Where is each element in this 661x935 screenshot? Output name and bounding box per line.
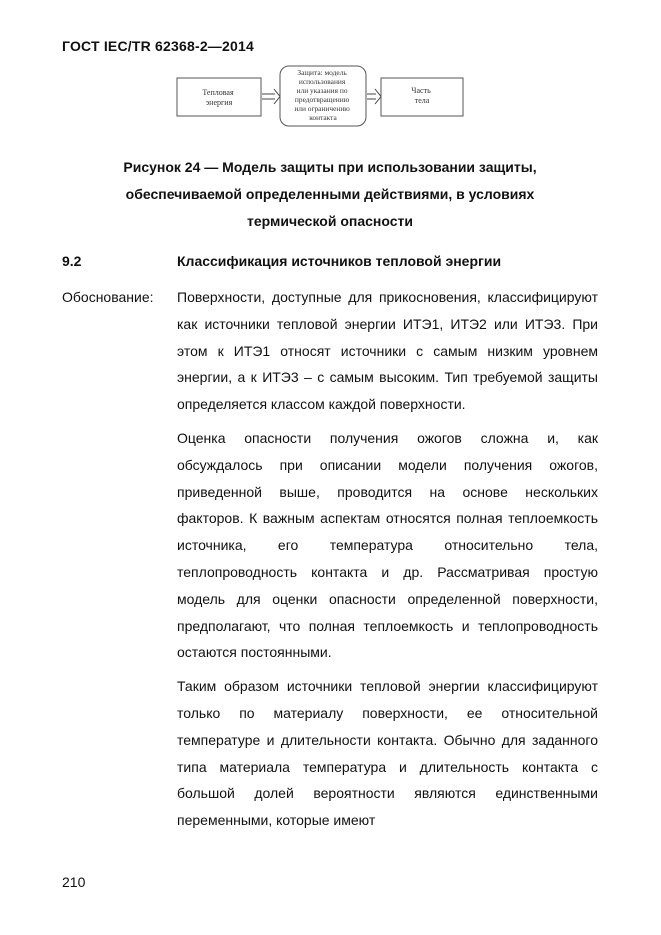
rationale-label: Обоснование:: [62, 289, 154, 305]
figure-caption: [62, 154, 598, 235]
box2-line3: или указания по: [296, 86, 348, 95]
body-text: [177, 284, 598, 841]
svg-text:Тепловая энергия: [202, 88, 235, 107]
box1-line1: Тепловая: [202, 88, 234, 97]
section-number: 9.2: [62, 253, 82, 269]
caption-line-2: обеспечиваемой определенными действиями, в условиях: [125, 186, 535, 202]
thermal-energy-box: [177, 78, 261, 116]
paragraph: Таким образом источники тепловой энергии классифицируют только по материалу поверхности, ее относительной температуре и длительности контакта. Обычно для заданного типа материала температура и длительность контакта с большой долей вероятности являются единственными переменными, которые имеют: [177, 678, 598, 829]
arrow-1-head: [274, 89, 280, 104]
box2-line4: предотвращению: [294, 95, 350, 104]
protection-model-diagram: [170, 64, 470, 128]
box2-line5: или ограничению: [294, 104, 350, 113]
box1-line2: энергия: [205, 98, 233, 107]
page-number: 210: [62, 874, 86, 890]
section-title: Классификация источников тепловой энергии: [177, 253, 502, 269]
box3-line1: Часть: [411, 86, 431, 95]
box2-line6: контакта: [309, 113, 337, 122]
caption-line-3: термической опасности: [246, 213, 413, 229]
box3-line2: тела: [414, 96, 430, 105]
arrow-2-head: [375, 89, 381, 104]
paragraph: Поверхности, доступные для прикосновения, классифицируют как источники тепловой энергии ИТЭ1, ИТЭ2 или ИТЭ3. При этом к ИТЭ1 относят источники с самым низким уровнем энергии, а к ИТЭ3 – с самым высоким. Тип требуемой защиты определяется классом каждой поверхности.: [177, 289, 598, 413]
box2-line1: Защита: модель: [297, 68, 347, 77]
caption-line-1: Рисунок 24 — Модель защиты при использовании защиты,: [123, 159, 537, 175]
paragraph: Оценка опасности получения ожогов сложна и, как обсуждалось при описании модели получения ожогов, приведенной выше, проводится на основе нескольких факторов. К важным аспектам относятся полная теплоемкость источника, его температура относительно тела, теплопроводность контакта и др. Рассматривая простую модель для оценки опасности определенной поверхности, предполагают, что полная теплоемкость и теплопроводность остаются постоянными.: [177, 429, 598, 661]
document-code: ГОСТ IEC/TR 62368-2—2014: [62, 38, 254, 54]
box2-line2: использования: [298, 77, 346, 86]
